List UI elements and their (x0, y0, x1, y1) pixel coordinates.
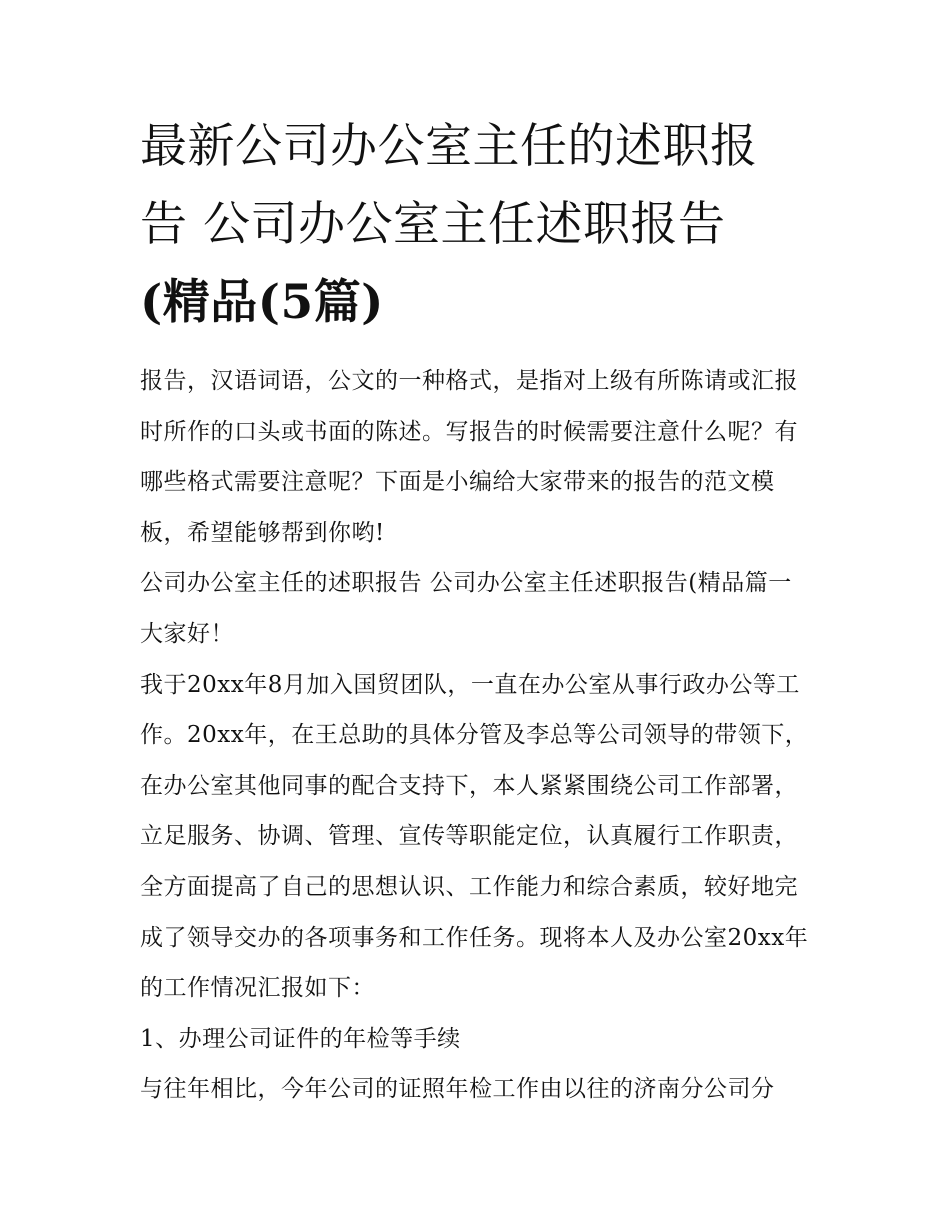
paragraph-item-1-heading: 1、办理公司证件的年检等手续 (140, 1025, 461, 1052)
title-line-3-close: 篇) (313, 275, 384, 330)
paragraph-intro: 报告，汉语词语，公文的一种格式，是指对上级有所陈请或汇报时所作的口头或书面的陈述。写报告的时候需要注意什么呢？有哪些格式需要注意呢？下面是小编给大家带来的报告的范文模板，希望能够帮到你哟! (140, 368, 798, 546)
paragraph-item-1-body: 与往年相比，今年公司的证照年检工作由以往的济南分公司分 (140, 1076, 775, 1103)
title-line-2: 告 公司办公室主任述职报告 (140, 197, 726, 252)
document-title (140, 108, 815, 342)
title-line-3-number: 5 (280, 275, 314, 330)
title-line-1: 最新公司办公室主任的述职报 (140, 119, 758, 174)
title-line-3-open: (精品( (140, 275, 281, 330)
paragraph-section-heading: 公司办公室主任的述职报告 公司办公室主任述职报告(精品篇一 大家好！ (140, 570, 792, 647)
paragraph-main: 我于20xx年8月加入国贸团队，一直在办公室从事行政办公等工作。20xx年，在王总助的具体分管及李总等公司领导的带领下，在办公室其他同事的配合支持下，本人紧紧围绕公司工作部署，立足服务、协调、管理、宣传等职能定位，认真履行工作职责，全方面提高了自己的思想认识、工作能力和综合素质，较好地完成了领导交办的各项事务和工作任务。现将本人及办公室20xx年的工作情况汇报如下： (140, 671, 809, 1002)
document-page (140, 108, 815, 1115)
